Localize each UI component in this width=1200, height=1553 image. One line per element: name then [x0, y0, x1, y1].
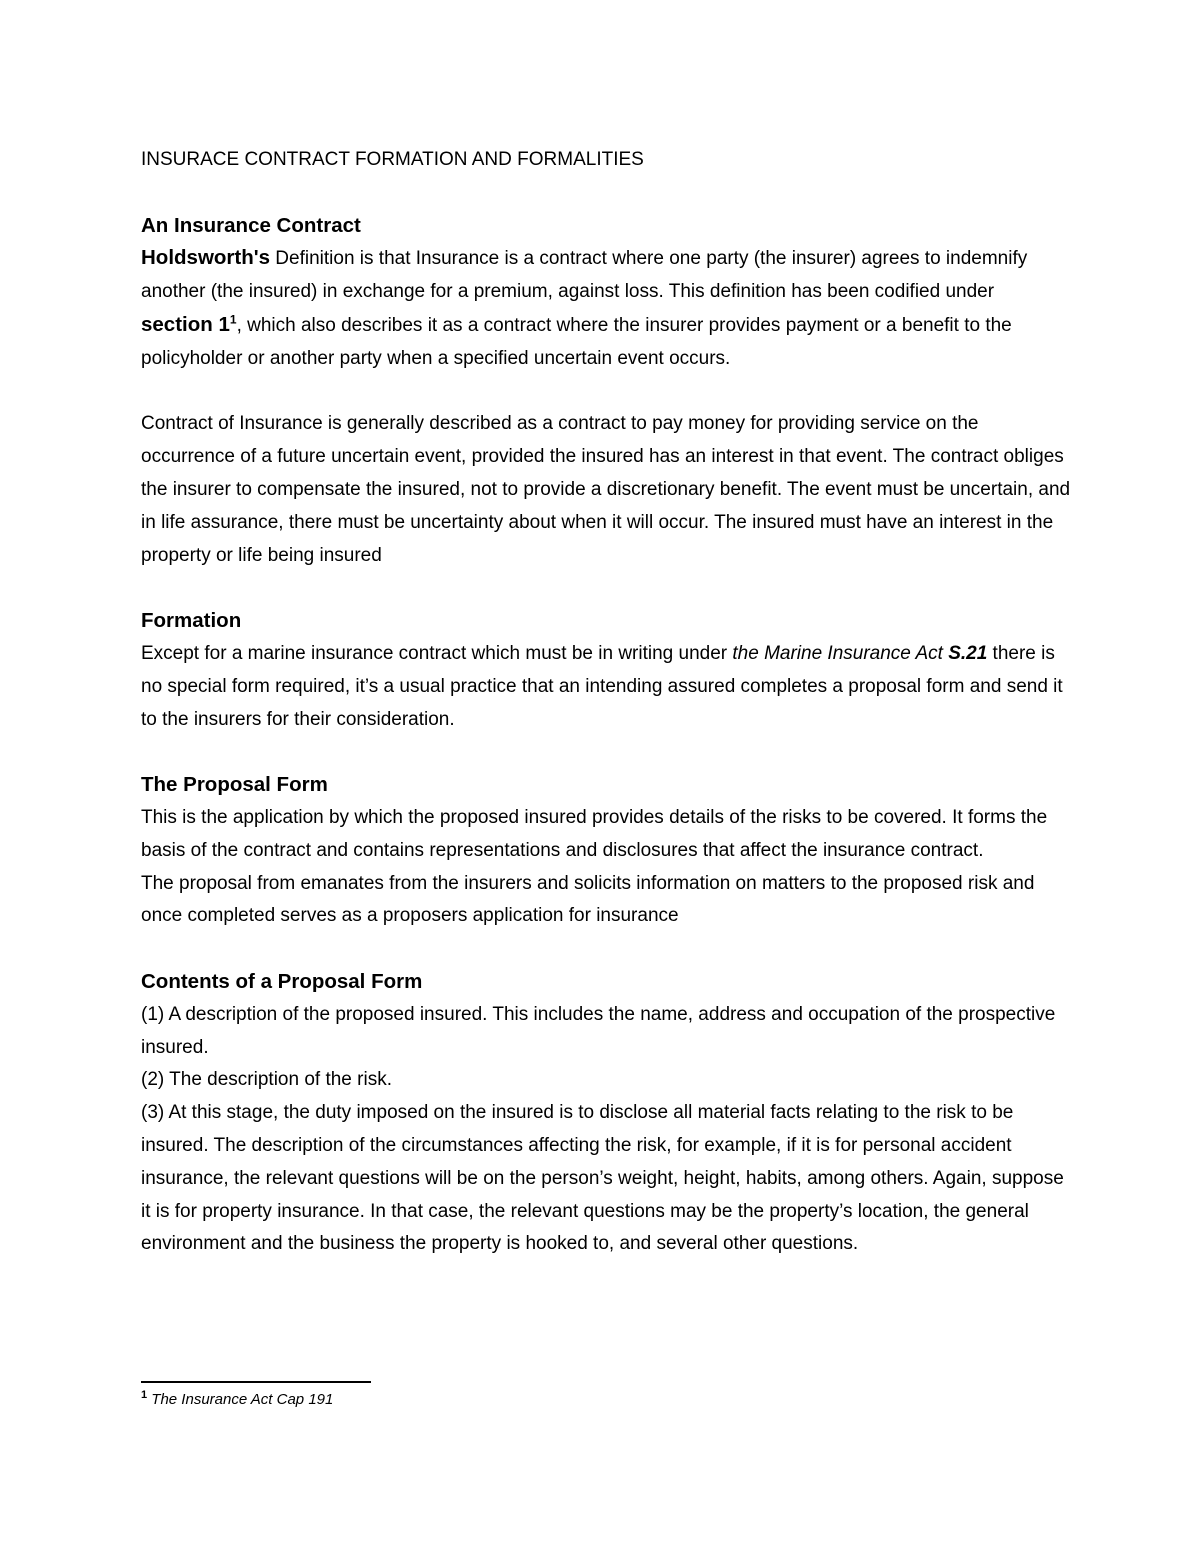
- spacer: [141, 933, 1071, 966]
- document-title: INSURACE CONTRACT FORMATION AND FORMALITIES: [141, 149, 644, 170]
- paragraph-contract-description: Contract of Insurance is generally described as a contract to pay money for providing service on the occurrence of a future uncertain event, provided the insured has an interest in that event. The contract obliges the insurer to compensate the insured, not to provide a discretionary benefit. The event must be uncertain, and in life assurance, there must be uncertainty about when it will occur. The insured must have an interest in the property or life being insured: [141, 413, 1071, 566]
- definition-text-2: , which also describes it as a contract where the insurer provides payment or a benefit to the policyholder or another party when a specified uncertain event occurs.: [141, 314, 1012, 369]
- heading-insurance-contract: An Insurance Contract: [141, 213, 361, 237]
- paragraph-proposal-1: This is the application by which the proposed insured provides details of the risks to be covered. It forms the basis of the contract and contains representations and disclosures that affect the insurance contract.: [141, 806, 1048, 861]
- spacer: [141, 376, 1071, 409]
- definition-text-1: Definition is that Insurance is a contract where one party (the insurer) agrees to indemnify another (the insured) in exchange for a premium, against loss. This definition has been codified under: [141, 248, 1028, 303]
- marine-insurance-act: the Marine Insurance Act: [732, 642, 949, 664]
- list-item: (2) The description of the risk.: [141, 1069, 392, 1091]
- holdsworth-term: Holdsworth's: [141, 246, 271, 270]
- footnote-marker[interactable]: 1: [229, 312, 237, 327]
- section-reference: section 1: [141, 312, 230, 336]
- heading-contents: Contents of a Proposal Form: [141, 969, 423, 993]
- paragraph-formation: [141, 638, 1071, 736]
- heading-proposal-form: The Proposal Form: [141, 773, 328, 797]
- footnote-number: 1: [141, 1389, 148, 1401]
- spacer: [141, 572, 1071, 605]
- heading-formation: Formation: [141, 609, 242, 633]
- list-item: (1) A description of the proposed insured. This includes the name, address and occupation of the prospective insured.: [141, 1003, 1056, 1058]
- list-item: (3) At this stage, the duty imposed on the insured is to disclose all material facts relating to the risk to be insured. The description of the circumstances affecting the risk, for example, if it is for personal accident insurance, the relevant questions will be on the person’s weight, height, habits, among others. Again, suppose it is for property insurance. In that case, the relevant questions may be the property’s location, the general environment and the business the property is hooked to, and several other questions.: [141, 1102, 1064, 1255]
- act-section: S.21: [948, 642, 988, 664]
- footnote: [141, 1388, 333, 1412]
- footnote-text: The Insurance Act Cap 191: [151, 1391, 334, 1408]
- formation-text-1: Except for a marine insurance contract which must be in writing under: [141, 642, 733, 664]
- footnote-separator: [141, 1381, 371, 1383]
- paragraph-definition: [141, 242, 1071, 375]
- formation-text-2: there is no special form required, it’s a usual practice that an intending assured completes a proposal form and send it to the insurers for their consideration.: [141, 642, 1063, 730]
- document-body: [141, 144, 1071, 1261]
- spacer: [141, 177, 1071, 210]
- paragraph-proposal-2: The proposal from emanates from the insurers and solicits information on matters to the proposed risk and once completed serves as a proposers application for insurance: [141, 872, 1035, 927]
- spacer: [141, 736, 1071, 769]
